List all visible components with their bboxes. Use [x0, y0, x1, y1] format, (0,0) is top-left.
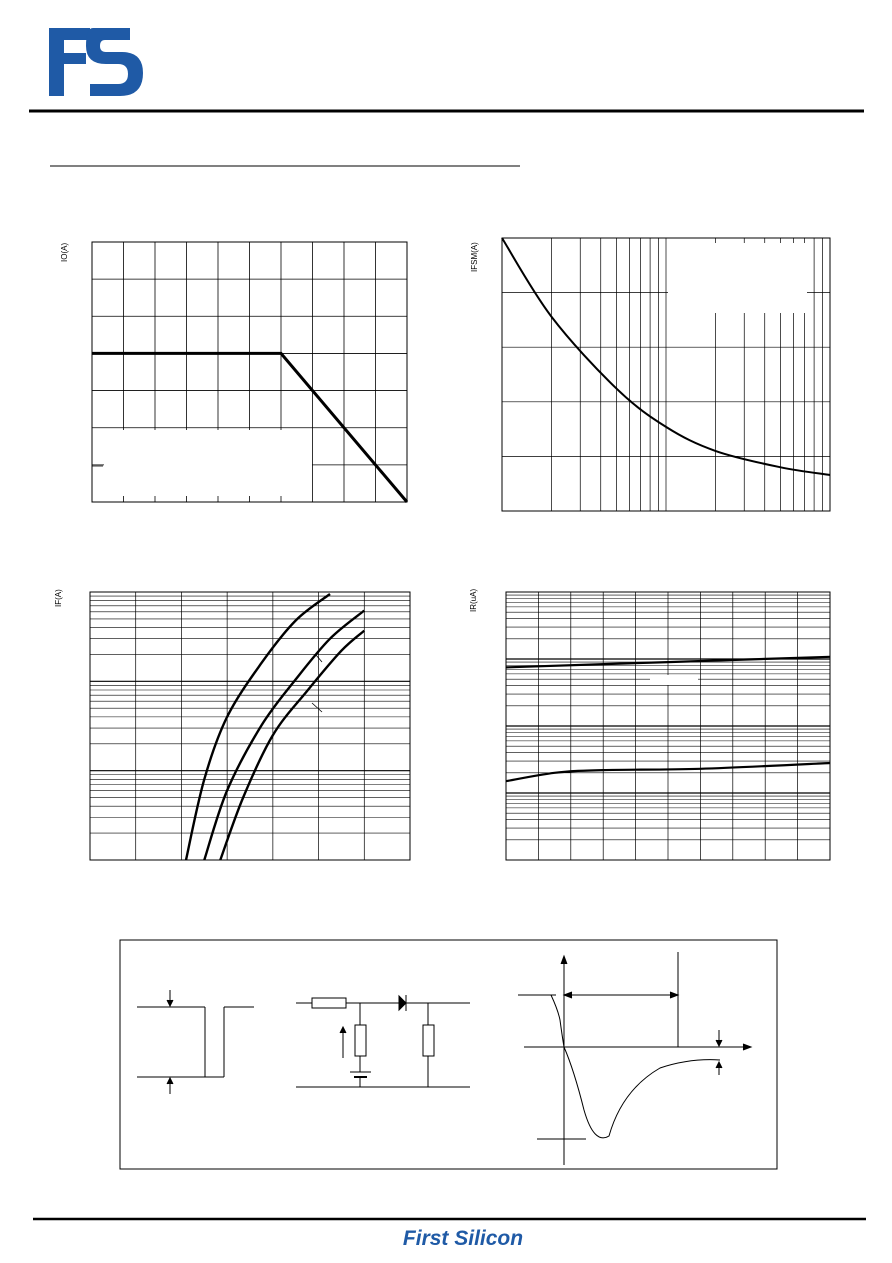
shunt-resistor: [355, 1025, 366, 1056]
surge-ylabel: IFSM(A): [470, 242, 479, 272]
input-pulse: [137, 990, 254, 1094]
reverse-grid: [506, 592, 830, 860]
surge-chart: [502, 238, 830, 511]
derating-label-mask: [104, 430, 312, 496]
forward-chart: [90, 592, 410, 860]
reverse-label-mask: [650, 675, 698, 685]
forward-ylabel: IF(A): [54, 589, 63, 607]
forward-annotation-leader: [312, 703, 322, 712]
forward-series-1-line: [186, 594, 330, 860]
reverse-ylabel: IR(uA): [469, 588, 478, 612]
surge-label-mask: [668, 243, 807, 313]
reverse-chart: [506, 592, 830, 860]
footer-brand: First Silicon: [402, 1227, 524, 1250]
forward-series-3-line: [220, 631, 364, 860]
load-resistor: [423, 1025, 434, 1056]
forward-series-2-line: [204, 611, 364, 861]
derating-ylabel: IO(A): [60, 242, 69, 262]
dut-diode: [399, 996, 406, 1010]
series-resistor: [312, 998, 346, 1008]
forward-annotation-leader-2: [316, 655, 322, 662]
recovery-waveform: [518, 952, 751, 1165]
forward-series-group: [186, 594, 364, 860]
fs-logo: [49, 28, 143, 96]
test-circuit: [296, 995, 470, 1087]
derating-chart: [92, 242, 407, 502]
test-circuit-diagram: [120, 940, 777, 1169]
